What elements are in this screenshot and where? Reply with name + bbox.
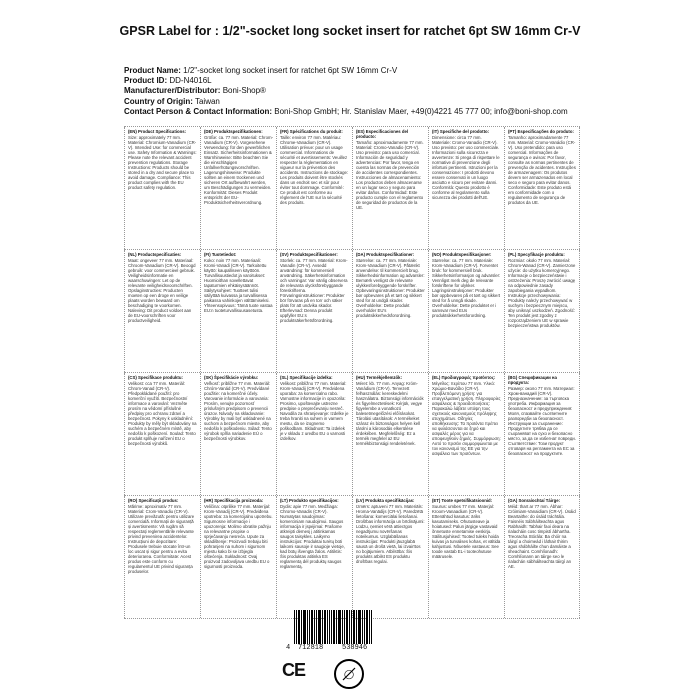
spec-el	[428, 373, 504, 495]
spec-text: Tamanho: aproximadamente 77 mm. Material: Cromo-Vanádio (CR-V). Uso pretendido: para uso comercial. Informações de segurança e avisos: Por favor, consulte as normas pertinentes de prevenção de acidentes. Instruções de armazenagem: Os produtos devem ser armazenados em local seco e seguro para evitar danos. Conformidade: Este produto está em conformidade com o regulamento de segurança de produtos da UE.	[508, 135, 576, 205]
spec-heading: (CS) Specifikace produktu:	[128, 375, 183, 380]
origin-label: Country of Origin:	[124, 96, 193, 106]
spec-text: Maat: ongeveer 77 mm. Materiaal: Chroom-Vanadium (CR-V). Beoogd gebruik: voor commercieel gebruik. Veiligheidsinformatie en waarschuwingen: Let op de relevante veiligheidsvoorschriften. Opslaginstructies: Producten moeten op een droge en veilige plaats worden bewaard om beschadiging te voorkomen. Naleving: Dit product voldoet aan de EU-voorschriften voor productveiligheid.	[128, 258, 196, 323]
spec-heading: (RO) Specificații produs:	[128, 498, 179, 503]
spec-text: Størrelse: ca. 77 mm. Materiale: Krom-Vanadium (CR-V). Påtænkt anvendelse: til kommercielt brug. Sikkerhedsinformation og advarsler: Bemærk venligst de relevante ulykkesforebyggende forskrifter. Opbevaringsinstruktioner: Produkter bør opbevares på et tørt og sikkert sted for at undgå skader. Overholdelse: Dette produkt overholder EU's produktsikkerhedsforordning.	[356, 258, 425, 318]
spec-lv	[352, 496, 428, 618]
spec-heading: (ES) Especificaciones del producto:	[356, 129, 409, 139]
product-id: DD-N4016L	[169, 76, 212, 86]
spec-grid	[124, 126, 580, 619]
spec-text: Izmērs: aptuveni 77 mm. Materiāls: Hroma-Vanādijs (CR-V). Paredzētā lietošana: komerciālai lietošanai. Drošības informācija un brīdinājumi: Lūdzu, ņemiet vērā attiecīgos negadījumu novēršanas noteikumus. Uzglabāšanas instrukcijas: Produkti jāuzglabā sausā un drošā vietā, lai izvairītos no bojājumiem. Atbilstība: Šis produkts atbilst ES produktu drošības regulai.	[356, 504, 425, 564]
spec-ro	[124, 496, 200, 618]
spec-text: Dydis: apie 77 mm. Medžiaga: Chromo-Vanadis (CR-V). Numatytas naudojimas: komerciniam naudojimui. Saugos informacija ir įspėjimai: Prašome atkreipti dėmesį į atitinkamas saugos taisykles. Laikymo instrukcijos: Produktai turėtų būti laikomi sausoje ir saugioje vietoje, kad būtų išvengta žalos. Atitiktis: Šis produktas atitinka ES reglamentą dėl produktų saugos reglamentą.	[280, 504, 345, 569]
spec-heading: (FI) Tuotetiedot:	[204, 252, 237, 257]
spec-heading: (LT) Produkto specifikacijos:	[280, 498, 339, 503]
spec-text: Veľkosť: približne 77 mm. Materiál: Chróm-Vanád (CR-V). Predvídané použitie: na komerčné účely. Varovanie informácie a varovania: Prosím, venujte pozornosť príslušným predpisom o prevencii úrazov. Návody na skladovanie: Výrobky by mali byť uskladnené na suchom a bezpečnom mieste, aby nedošlo k poškodeniu. Súlad: Tento výrobok spĺňa nariadenie EÚ o bezpečnosti výrobkov.	[204, 381, 272, 441]
spec-hu	[352, 373, 428, 495]
spec-text: Size: approximately 77 mm. Material: Chromium-Vanadium (CR-V). Intended Use: for commercial use. Safety Information & Warnings: Please note the relevant accident prevention regulations. Storage Instructions: Products should be stored in a dry and secure place to avoid damage. Compliance: This product complies with the EU product safety regulation.	[128, 135, 197, 190]
spec-es	[352, 127, 428, 249]
spec-row-4	[124, 495, 580, 619]
spec-sl	[276, 373, 352, 495]
spec-text: Velikost: približno 77 mm. Material: Krom-Vanadij (CR-V). Predvidena uporaba: za komercialno rabo. Varnostne informacije in opozorila: Prosimo, upoštevajte ustrezne predpise o preprečevanju nesreč. Navodila za shranjevanje: Izdelke je treba hraniti na suhem in varnem mestu, da se izognemo poškodbam. Skladnost: Ta izdelek je v skladu z uredbo EU o varnosti izdelkov.	[280, 381, 349, 441]
product-id-row	[124, 76, 644, 86]
spec-text: Méid: thart ar 77 mm. Ábhar: Cróimiam-Vanaidiam (CR-V). Úsáid Beartaithe: do úsáid tráchtála. Faisnéis Sábháilteachta agus Rabhaidh: Tabhair faoi deara na rialacháin cosc timpistí ábhartha. Treoracha Stórála: Ba chóir na táirgí a choimeád i láthair thirim agus shábháilte chun damáiste a sheachaint. Comhlíonadh: Comhlíonann an táirge seo le rialachán sábháilteachta táirgí an AE.	[508, 504, 576, 569]
product-name-row	[124, 66, 644, 76]
contact: Boni-Shop GmbH; Hr. Stanislav Maer, +49(0)4221 45 777 00; info@boni-shop.com	[274, 106, 568, 116]
spec-da	[352, 250, 428, 372]
spec-hr	[200, 496, 276, 618]
spec-heading: (DE) Produktspezifikationen:	[204, 129, 263, 134]
spec-heading: (NL) Productspecificaties:	[128, 252, 182, 257]
origin-row	[124, 97, 644, 107]
spec-text: Tamaño: aproximadamente 77 mm. Material: Cromo-Vanadio (CR-V). Uso previsto: para uso comercial. Información de seguridad y advertencias: Por favor, tenga en cuenta las normas de prevención de accidentes correspondientes. Instrucciones de almacenamiento: Los productos deben almacenarse en un lugar seco y seguro para evitar daños. Conformidad: Este producto cumple con el reglamento de seguridad de productos de la UE.	[356, 140, 424, 210]
barcode-digit-3: 538946	[342, 644, 368, 652]
spec-heading: (IT) Specifiche del prodotto:	[432, 129, 490, 134]
spec-fi	[200, 250, 276, 372]
spec-text: Veličina: otprilike 77 mm. Materijal: Krom-Vanadij (CR-V). Predviđena upotreba: za komercijalnu upotrebu. Sigurnosne informacije i upozorenja: Molimo obratite pažnju na relevantne propise o sprječavanju nesreća. Upute za skladištenje: Proizvodi trebaju biti pohranjeni na suhom i sigurnom mjestu kako bi se izbjegla oštećenja. Sukladnost: Ovaj proizvod zadovoljava uredbu EU o sigurnosti proizvoda.	[204, 504, 273, 569]
spec-heading: (EN) Product Specifications:	[128, 129, 187, 134]
spec-ga	[504, 496, 580, 618]
spec-fr	[276, 127, 352, 249]
spec-cs	[124, 373, 200, 495]
spec-en	[124, 127, 200, 249]
spec-text: Размер: около 77 mm. Материал: Хром-ванадий (CR-V). Предназначение: за търговска употреба. Информация за безопасност и предупреждения: Моля, спазвайте съответните разпоредби за безопасност. Инструкции за съхранение: Продуктите трябва да се съхраняват на сухо и безопасно място, за да се избегнат повреди. Съответствие: Този продукт отговаря на регламента на ЕС за безопасност на продуктите.	[508, 386, 576, 456]
manufacturer: Boni-Shop®	[222, 86, 266, 96]
contact-row	[124, 107, 644, 117]
manufacturer-row	[124, 86, 644, 96]
spec-text: Taille: environ 77 mm. Matériau: Chrome-Vanadium (CR-V). Utilisation prévue: pour un usage commercial. Informations de sécurité et avertissements: Veuillez respecter la réglementation en vigueur sur la prévention des accidents. Instructions de stockage: Les produits doivent être stockés dans un endroit sec et sûr pour éviter tout dommage. Conformité: Ce produit est conforme au règlement de l'UE sur la sécurité des produits.	[280, 135, 349, 205]
spec-text: Méret: kb. 77 mm. Anyag: Króm-Vanádium (CR-V). Tervezett felhasználás: kereskedelmi használatra. Biztonsági információk és figyelmeztetések: Kérjük, vegye figyelembe a vonatkozó balesetmegelőzési előírásokat. Tárolási utasítások: A termékeket száraz és biztonságos helyen kell tárolni a károsodás elkerülése érdekében. Megfelelőség: Ez a termék megfelel az EU termékbiztonsági rendeletének.	[356, 381, 424, 446]
spec-heading: (HU) Termékjellemzők:	[356, 375, 403, 380]
spec-heading: (ET) Toote spetsifikatsioonid:	[432, 498, 493, 503]
product-info	[124, 66, 644, 117]
spec-heading: (SV) Produktspecifikationer:	[280, 252, 338, 257]
spec-heading: (NO) Produktspesifikasjoner:	[432, 252, 492, 257]
spec-text: Größe: ca. 77 mm. Material: Chrom-Vanadium (CR-V). Vorgesehene Verwendung: für den gewerblichen Einsatz. Sicherheitsinformationen & Warnhinweise: Bitte beachten Sie die einschlägigen Unfallverhütungsvorschriften. Lagerungshinweise: Produkte sollten an einem trockenen und sicheren Ort aufbewahrt werden, um Beschädigungen zu vermeiden. Konformität: Dieses Produkt entspricht der EU-Produktsicherheitsverordnung.	[204, 135, 274, 205]
spec-heading: (GA) Sonraíochtaí Táirge:	[508, 498, 561, 503]
barcode	[286, 610, 388, 654]
spec-no	[428, 250, 504, 372]
spec-text: Koko: noin 77 mm. Materiaali: Kromi-Vanadi (CR-V). Tarkoitettu käyttö: kaupalliseen käyttöön. Turvallisuustiedot ja varoitukset: Huomioithan sovellettavat tapaturmien ehkäisysäännöt. Säilytysohjeet: Tuotteet tulisi säilyttää kuivassa ja turvallisessa paikassa vahinkojen välttämiseksi. Yhteensopivuus: Tämä tuote vastaa EU:n tuoteturvallisuusasetusta.	[204, 258, 273, 313]
spec-heading: (FR) Spécifications du produit:	[280, 129, 343, 134]
spec-sk	[200, 373, 276, 495]
spec-pt	[504, 127, 580, 249]
spec-heading: (EL) Προδιαγραφές προϊόντος:	[432, 375, 496, 380]
spec-text: Rozmiar: około 77 mm. Materiał: Chrom-Wanad (CR-V). Zamierzone użycie: do użytku komercyjnego. Informacje o bezpieczeństwie i ostrzeżenia: Proszę zwrócić uwagę na odpowiednie zasady zapobiegania wypadkom. Instrukcje przechowywania: Produkty należy przechowywać w suchym i bezpiecznym miejscu, aby uniknąć uszkodzeń. Zgodność: Ten produkt jest zgodny z rozporządzeniem UE w sprawie bezpieczeństwa produktów.	[508, 258, 576, 328]
spec-heading: (PT) Especificações do produto:	[508, 129, 574, 134]
spec-text: Storlek: ca. 77 mm. Material: Krom-Vanadin (CR-V). Avsedd användning: för kommersiell användning. Säkerhetsinformation och varningar: Var vänlig observera de relevanta olycksförebyggande föreskrifterna. Förvaringsinstruktioner: Produkter bör förvaras på en torr och säker plats för att undvika skador. Efterlevnad: Denna produkt uppfyller EU:s produktsäkerhetsförordning.	[280, 258, 348, 323]
spec-heading: (HR) Specifikacija proizvoda:	[204, 498, 264, 503]
contact-label: Contact Person & Contact Information:	[124, 106, 273, 116]
origin: Taiwan	[194, 96, 220, 106]
spec-de	[200, 127, 276, 249]
spec-text: Μέγεθος: περίπου 77 mm. Υλικό: Χρώμιο-Βανάδιο (CR-V). Προβλεπόμενη χρήση: για επαγγελματική χρήση. Πληροφορίες ασφάλειας & προειδοποιήσεις: Παρακαλώ λάβετε υπόψη τους σχετικούς κανονισμούς πρόληψης ατυχημάτων. Οδηγίες αποθήκευσης: Τα προϊόντα πρέπει να φυλάσσονται σε ξηρό και ασφαλές μέρος για να αποφευχθούν ζημιές. Συμμόρφωση: Αυτό το προϊόν συμμορφώνεται με τον κανονισμό της ΕΕ για την ασφάλεια των προϊόντων.	[432, 381, 501, 456]
product-id-label: Product ID:	[124, 76, 168, 86]
spec-heading: (PL) Specyfikacje produktu:	[508, 252, 565, 257]
spec-heading: (LV) Produkta specifikācijas:	[356, 498, 415, 503]
spec-sv	[276, 250, 352, 372]
spec-text: Mărime: aproximativ 77 mm. Material: Crom-Vanadiu (CR-V). Utilizare prevăzută: pentru utilizare comercială. Informații de siguranță și avertismente: Vă rugăm să respectați reglementările relevante privind prevenirea accidentelor. Instrucțiuni de depozitare: Produsele trebuie stocate într-un loc uscat și sigur pentru a evita deteriorarea. Conformitate: Acest produs este conform cu regulamentul UE privind siguranța produselor.	[128, 504, 195, 574]
spec-text: Størrelse: ca. 77 mm. Materiale: Krom-Vanadium (CR-V). Forventet bruk: for kommersiell bruk. Sikkerhetsinformasjon og advarsler: Vennligst merk deg de relevante forskriftene for ulykker. Lagringsinstruksjoner: Produkter bør oppbevares på et tørt og sikkert sted for å unngå skade. Overholdelse: Dette produktet er i samsvar med EUs produktsikkerhetsforordning.	[432, 258, 501, 318]
spec-heading: (SK) Špecifikácie výrobku:	[204, 375, 259, 380]
spec-row-1	[124, 126, 580, 249]
manufacturer-label: Manufacturer/Distributor:	[124, 86, 221, 96]
barcode-bars	[294, 610, 386, 644]
spec-nl	[124, 250, 200, 372]
spec-row-2	[124, 249, 580, 372]
spec-text: Suurus: umbes 77 mm. Materjal: Kroom-Vanaadium (CR-V). Ettenähtud kasutus: äriks kasutamiseks. Ohutusteave ja hoiatused: Palun järgige vastavaid õnnetuste ennetamise eeskirju. Säilitusjuhised: Tooted tuleks hoida kuivas ja turvalises kohas, et vältida kahjustusi. Nõuetele vastavus: See toode vastab EL-i tooteohutuse määrusele.	[432, 504, 501, 559]
ce-mark: CE	[282, 660, 306, 680]
spec-heading: (DA) Produktspecifikationer:	[356, 252, 415, 257]
spec-heading: (SL) Specifikacije izdelka:	[280, 375, 333, 380]
recycle-mark-icon	[334, 659, 364, 689]
spec-pl	[504, 250, 580, 372]
barcode-digit-1: 4	[286, 644, 291, 652]
spec-lt	[276, 496, 352, 618]
barcode-digit-2: 712818	[298, 644, 324, 652]
spec-row-3	[124, 372, 580, 495]
spec-heading: (BG) Спецификации на продукта:	[508, 375, 557, 385]
svg-text:◯: ◯	[343, 670, 355, 680]
spec-bg	[504, 373, 580, 495]
spec-it	[428, 127, 504, 249]
spec-text: Dimensione: circa 77 mm. Materiale: Cromo-Vanadio (CR-V). Uso previsto: per uso commerciale. Informazioni sulla sicurezza e avvertenze: Si prega di rispettare le normative di prevenzione degli infortuni pertinenti. Istruzioni per la conservazione: I prodotti devono essere conservati in un luogo asciutto e sicuro per evitare danni. Conformità: Questo prodotto è conforme al regolamento sulla sicurezza dei prodotti dell'UE.	[432, 135, 500, 200]
product-name: 1/2"-socket long socket insert for ratchet 6pt SW 16mm Cr-V	[183, 66, 398, 75]
page-title: GPSR Label for : 1/2"-socket long socket insert for ratchet 6pt SW 16mm Cr-V	[119, 24, 581, 38]
product-name-label: Product Name:	[124, 66, 181, 75]
spec-text: Velikost: cca 77 mm. Materiál: Chrom-Vanad (CR-V). Předpokládané použití: pro komerční využití. Bezpečnostní informace a varování: Vezměte prosím na vědomí příslušné předpisy pro ochranu zdraví a bezpečnost. Pokyny k uskladnění: Produkty by měly být skladovány na suchém a bezpečném místě, aby nedošlo k poškození. Soulad: Tento produkt splňuje nařízení EU o bezpečnosti výrobků.	[128, 381, 197, 446]
spec-et	[428, 496, 504, 618]
